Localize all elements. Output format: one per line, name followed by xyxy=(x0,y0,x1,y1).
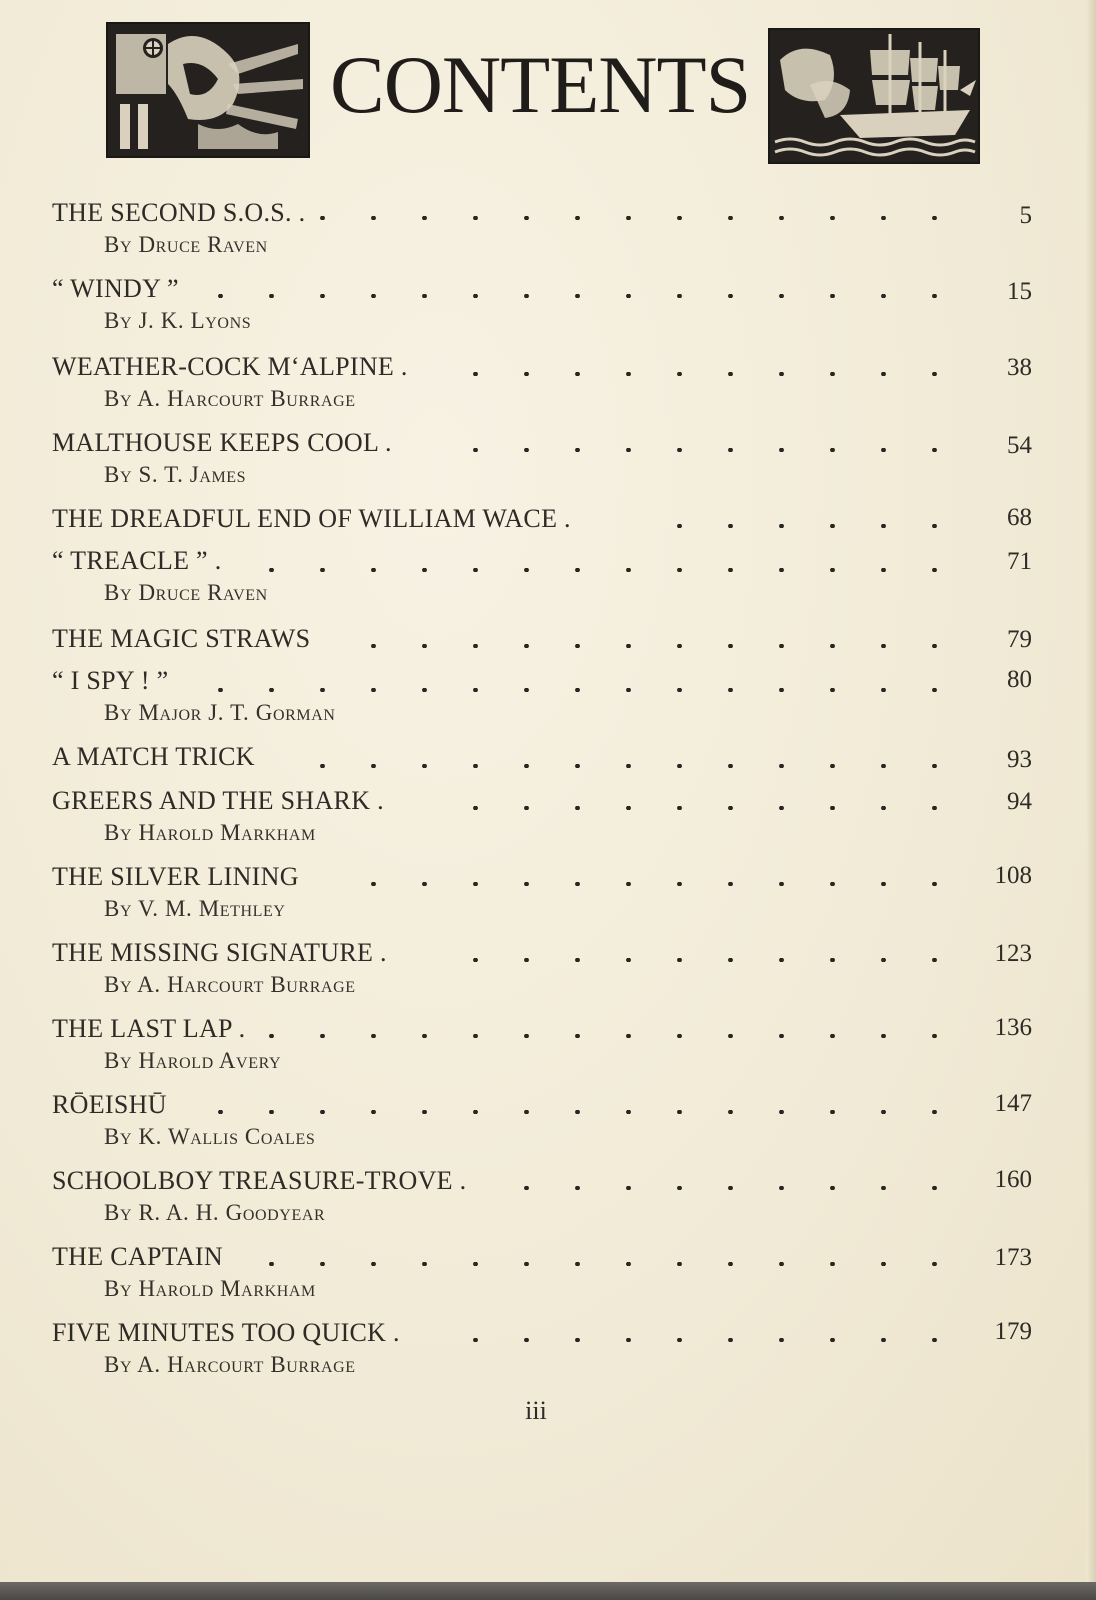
book-edge-shadow xyxy=(0,1582,1096,1600)
entry-page-number: 80 xyxy=(1007,666,1032,693)
entry-title[interactable]: THE CAPTAIN xyxy=(52,1242,223,1271)
dot-leader xyxy=(260,1034,960,1038)
dot-leader xyxy=(360,644,960,648)
entry-author: By Major J. T. Gorman xyxy=(104,700,336,725)
entry-page-number: 136 xyxy=(994,1014,1032,1041)
dot-leader xyxy=(310,764,960,768)
page-title: CONTENTS xyxy=(330,39,751,130)
dot-leader xyxy=(460,372,960,376)
dot-leader xyxy=(360,882,960,886)
entry-title[interactable]: FIVE MINUTES TOO QUICK . xyxy=(52,1318,400,1347)
entry-title[interactable]: “ WINDY ” xyxy=(52,274,179,303)
entry-author: By A. Harcourt Burrage xyxy=(104,972,356,997)
dot-leader xyxy=(210,294,960,298)
entry-title[interactable]: A MATCH TRICK xyxy=(52,742,255,771)
entry-author: By S. T. James xyxy=(104,462,247,487)
dot-leader xyxy=(460,448,960,452)
entry-title[interactable]: THE DREADFUL END OF WILLIAM WACE . xyxy=(52,504,571,533)
entry-title[interactable]: THE MISSING SIGNATURE . xyxy=(52,938,387,967)
entry-title[interactable]: RŌEISHŪ xyxy=(52,1090,167,1119)
dot-leader xyxy=(460,1338,960,1342)
entry-author: By Druce Raven xyxy=(104,580,268,605)
entry-page-number: 54 xyxy=(1007,432,1032,459)
entry-title[interactable]: THE MAGIC STRAWS xyxy=(52,624,311,653)
entry-page-number: 94 xyxy=(1007,788,1032,815)
dot-leader xyxy=(210,688,960,692)
entry-page-number: 108 xyxy=(994,862,1032,889)
dot-leader xyxy=(460,806,960,810)
entry-title[interactable]: MALTHOUSE KEEPS COOL . xyxy=(52,428,392,457)
dot-leader xyxy=(320,216,960,220)
entry-page-number: 93 xyxy=(1007,746,1032,773)
entry-title[interactable]: GREERS AND THE SHARK . xyxy=(52,786,384,815)
entry-page-number: 68 xyxy=(1007,504,1032,531)
page-edge xyxy=(1086,0,1096,1582)
entry-author: By R. A. H. Goodyear xyxy=(104,1200,326,1225)
entry-page-number: 38 xyxy=(1007,354,1032,381)
page-folio: iii xyxy=(525,1396,547,1425)
dot-leader xyxy=(210,1110,960,1114)
dot-leader xyxy=(460,958,960,962)
entry-page-number: 160 xyxy=(994,1166,1032,1193)
entry-author: By Harold Markham xyxy=(104,820,316,845)
entry-author: By Harold Markham xyxy=(104,1276,316,1301)
entry-author: By K. Wallis Coales xyxy=(104,1124,316,1149)
entry-title[interactable]: THE LAST LAP . xyxy=(52,1014,246,1043)
entry-page-number: 123 xyxy=(994,940,1032,967)
entry-author: By A. Harcourt Burrage xyxy=(104,1352,356,1377)
dot-leader xyxy=(660,524,960,528)
dot-leader xyxy=(260,568,960,572)
entry-author: By Druce Raven xyxy=(104,232,268,257)
entry-author: By V. M. Methley xyxy=(104,896,286,921)
entry-author: By A. Harcourt Burrage xyxy=(104,386,356,411)
entry-title[interactable]: WEATHER-COCK M‘ALPINE . xyxy=(52,352,408,381)
entry-title[interactable]: “ TREACLE ” . xyxy=(52,546,222,575)
entry-page-number: 71 xyxy=(1007,548,1032,575)
entry-title[interactable]: THE SILVER LINING xyxy=(52,862,299,891)
entry-author: By Harold Avery xyxy=(104,1048,282,1073)
entry-page-number: 147 xyxy=(994,1090,1032,1117)
dot-leader xyxy=(260,1262,960,1266)
entry-page-number: 173 xyxy=(994,1244,1032,1271)
entry-title[interactable]: “ I SPY ! ” xyxy=(52,666,169,695)
entry-author: By J. K. Lyons xyxy=(104,308,252,333)
entry-title[interactable]: SCHOOLBOY TREASURE-TROVE . xyxy=(52,1166,467,1195)
entry-page-number: 15 xyxy=(1007,278,1032,305)
entry-title[interactable]: THE SECOND S.O.S. . xyxy=(52,198,306,227)
entry-page-number: 79 xyxy=(1007,626,1032,653)
entry-page-number: 179 xyxy=(994,1318,1032,1345)
entry-page-number: 5 xyxy=(1019,202,1032,229)
dot-leader xyxy=(510,1186,960,1190)
